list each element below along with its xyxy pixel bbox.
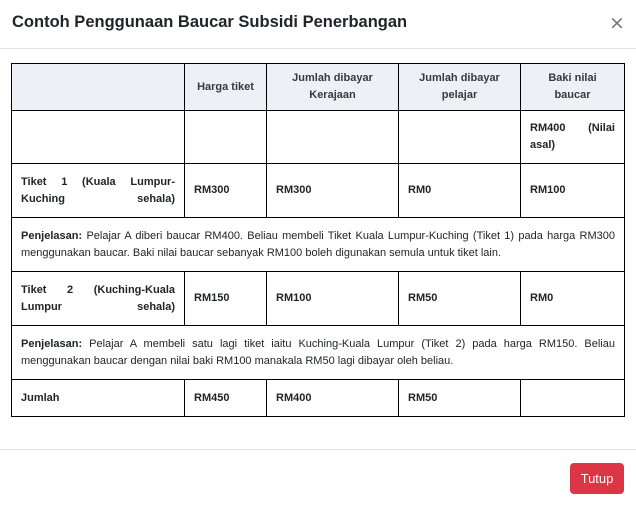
table-row-initial [12,111,625,164]
voucher-example-table [11,63,625,417]
cell-ticket2-harga: RM150 [185,272,267,326]
header-baki-baucar: Baki nilai baucar [521,64,625,111]
table-row-ticket1 [12,164,625,218]
cell-total-baki [521,380,625,417]
cell-ticket1-kerajaan: RM300 [267,164,399,218]
cell-ticket2-pelajar: RM50 [399,272,521,326]
table-header-row [12,64,625,111]
header-empty [12,64,185,111]
cell-total-label: Jumlah [12,380,185,417]
cell-ticket2-baki: RM0 [521,272,625,326]
cell-ticket1-pelajar: RM0 [399,164,521,218]
cell-total-kerajaan: RM400 [267,380,399,417]
modal-footer [0,449,636,506]
cell-ticket1-label: Tiket 1 (Kuala Lumpur-Kuching sehala) [12,164,185,218]
table-row-total [12,380,625,417]
cell-ticket2-kerajaan: RM100 [267,272,399,326]
table-row-explanation1 [12,218,625,272]
cell-initial-baki: RM400 (Nilai asal) [521,111,625,164]
explanation1-text: Pelajar A diberi baucar RM400. Beliau membeli Tiket Kuala Lumpur-Kuching (Tiket 1) pada harga RM300 menggunakan baucar. Baki nilai baucar sebanyak RM100 boleh digunakan semula untuk tiket lain. [21,229,615,259]
cell-total-harga: RM450 [185,380,267,417]
tutup-button[interactable]: Tutup [570,463,624,494]
cell-total-pelajar: RM50 [399,380,521,417]
explanation2-label: Penjelasan: [21,337,83,350]
cell-explanation1 [12,218,625,272]
header-jumlah-pelajar: Jumlah dibayar pelajar [399,64,521,111]
explanation2-text: Pelajar A membeli satu lagi tiket iaitu Kuching-Kuala Lumpur (Tiket 2) pada harga RM150. Beliau menggunakan baucar dengan nilai baki RM100 manakala RM50 lagi dibayar oleh beliau. [21,337,615,367]
cell-ticket1-baki: RM100 [521,164,625,218]
header-harga-tiket: Harga tiket [185,64,267,111]
cell-initial-label [12,111,185,164]
cell-explanation2 [12,326,625,380]
cell-initial-pelajar [399,111,521,164]
cell-initial-kerajaan [267,111,399,164]
modal-header [0,0,636,49]
header-jumlah-kerajaan: Jumlah dibayar Kerajaan [267,64,399,111]
close-icon[interactable]: × [607,13,627,33]
explanation1-label: Penjelasan: [21,229,83,242]
cell-initial-harga [185,111,267,164]
table-row-ticket2 [12,272,625,326]
table-row-explanation2 [12,326,625,380]
cell-ticket2-label: Tiket 2 (Kuching-Kuala Lumpur sehala) [12,272,185,326]
cell-ticket1-harga: RM300 [185,164,267,218]
modal-title: Contoh Penggunaan Baucar Subsidi Penerbangan [12,13,408,31]
